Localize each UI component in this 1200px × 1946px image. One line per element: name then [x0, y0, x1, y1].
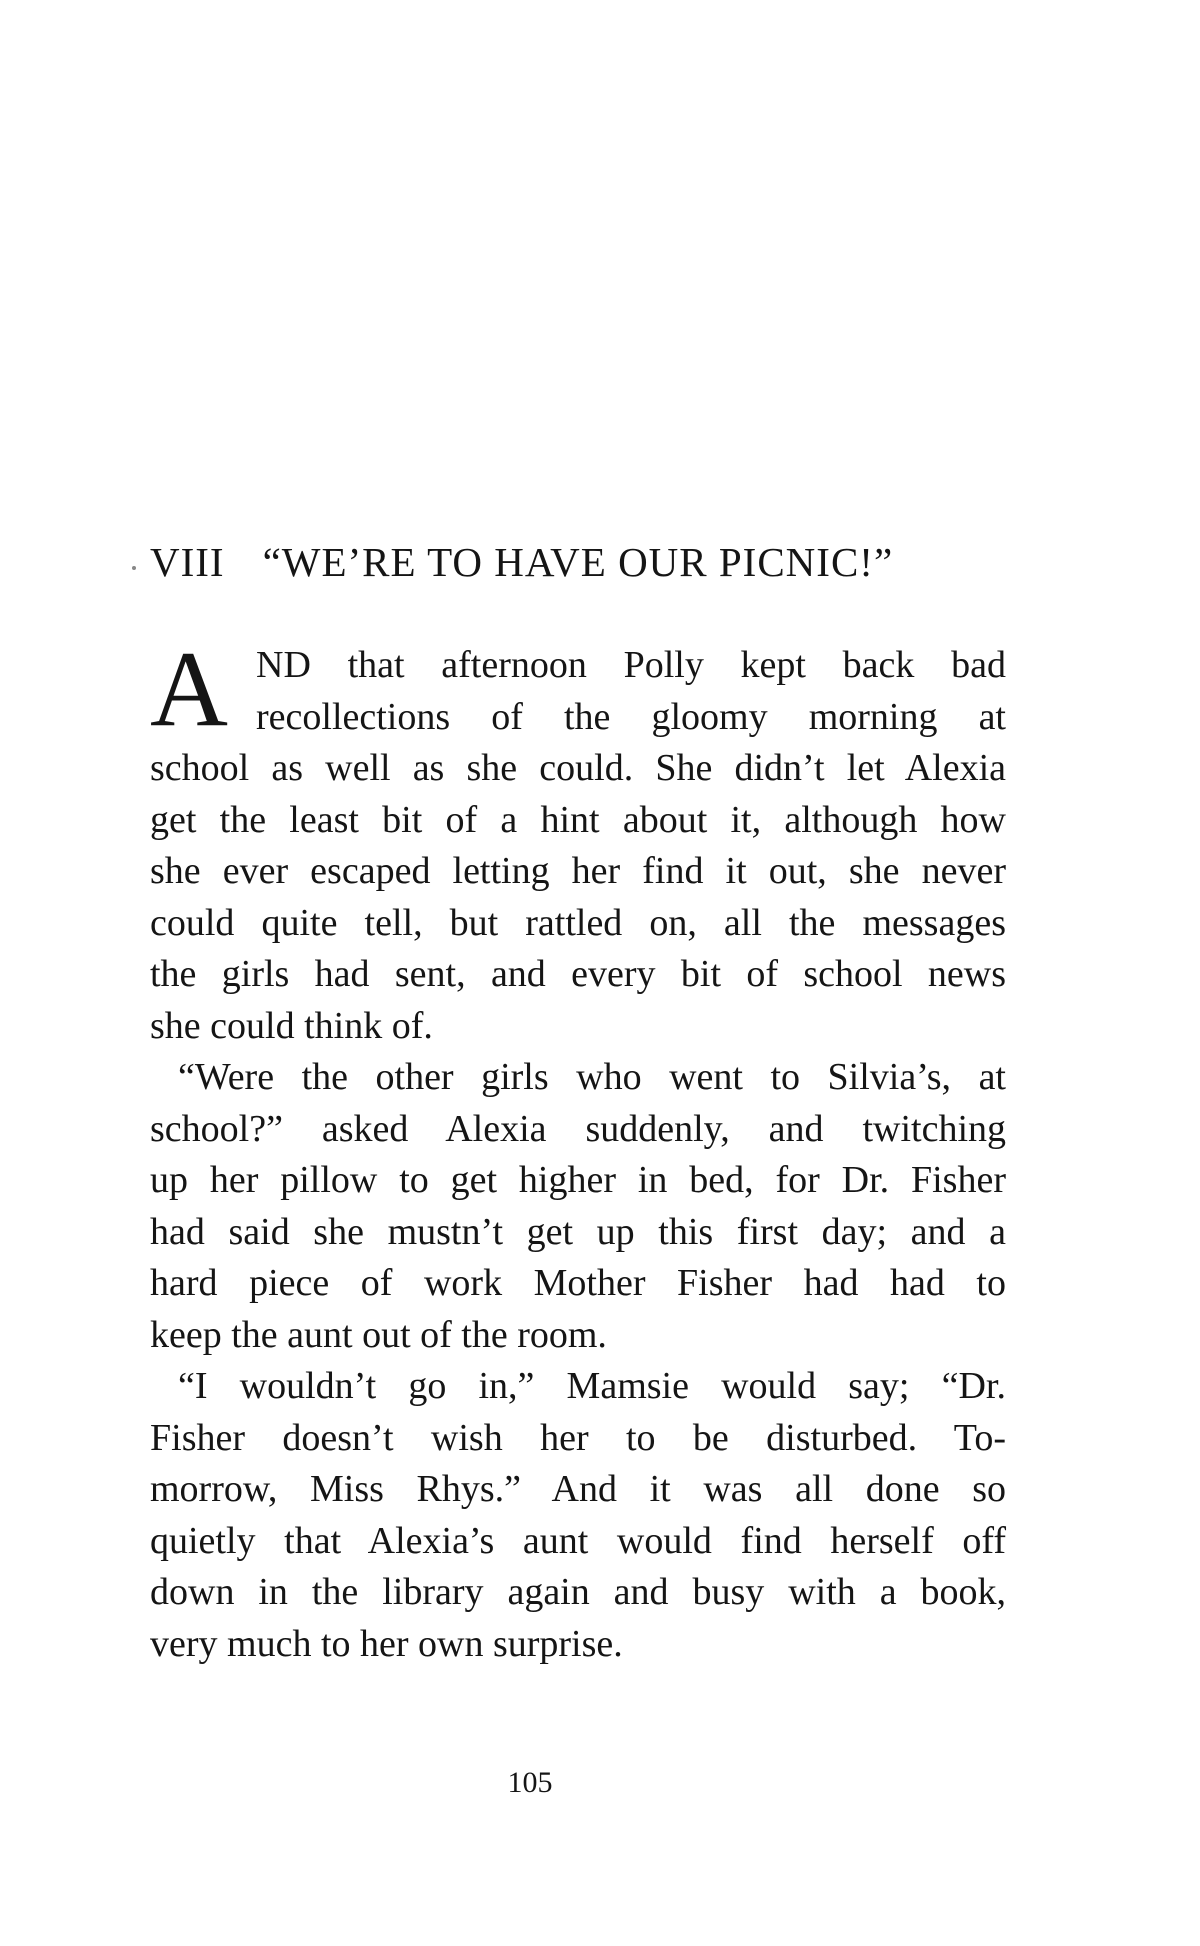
text-line: quietly that Alexia’s aunt would find herself off [150, 1519, 1006, 1562]
text-line: Fisher doesn’t wish her to be disturbed. To- [150, 1416, 1006, 1459]
drop-cap: A [150, 630, 228, 749]
text-line: “I wouldn’t go in,” Mamsie would say; “Dr. [178, 1365, 1006, 1407]
text-line: keep the aunt out of the room. [150, 1313, 607, 1356]
text-line: the girls had sent, and every bit of school news [150, 953, 1006, 995]
text-line: could quite tell, but rattled on, all the messages [150, 901, 1006, 944]
text-line: she could think of. [150, 1004, 433, 1047]
text-line: up her pillow to get higher in bed, for Dr. Fisher [150, 1159, 1006, 1201]
ink-speck [132, 566, 136, 570]
text-line: school?” asked Alexia suddenly, and twitching [150, 1107, 1006, 1150]
text-line: had said she mustn’t get up this first day; and a [150, 1210, 1006, 1253]
paragraph-2 [150, 1052, 1006, 1361]
chapter-heading [150, 538, 1020, 586]
page-number: 105 [507, 1766, 553, 1799]
opening-lines [150, 630, 1006, 749]
text-line: get the least bit of a hint about it, although how [150, 798, 1006, 841]
text-line: morrow, Miss Rhys.” And it was all done so [150, 1468, 1006, 1510]
text-line: recollections of the gloomy morning at [256, 695, 1006, 738]
body-text [150, 630, 1006, 1670]
text-line: “Were the other girls who went to Silvia’s, at [178, 1056, 1006, 1098]
text-line: hard piece of work Mother Fisher had had to [150, 1262, 1006, 1304]
opening-lines-text [256, 640, 1006, 743]
chapter-number: VIII [150, 539, 225, 585]
paragraph-1 [150, 743, 1006, 1052]
text-line: she ever escaped letting her find it out, she never [150, 850, 1006, 892]
chapter-title: “WE’RE TO HAVE OUR PICNIC!” [262, 539, 894, 585]
paragraph-3 [150, 1361, 1006, 1670]
text-line: very much to her own surprise. [150, 1622, 623, 1665]
text-line: down in the library again and busy with a book, [150, 1571, 1006, 1613]
text-line: ND that afternoon Polly kept back bad [256, 644, 1006, 686]
text-line: school as well as she could. She didn’t let Alexia [150, 747, 1006, 789]
